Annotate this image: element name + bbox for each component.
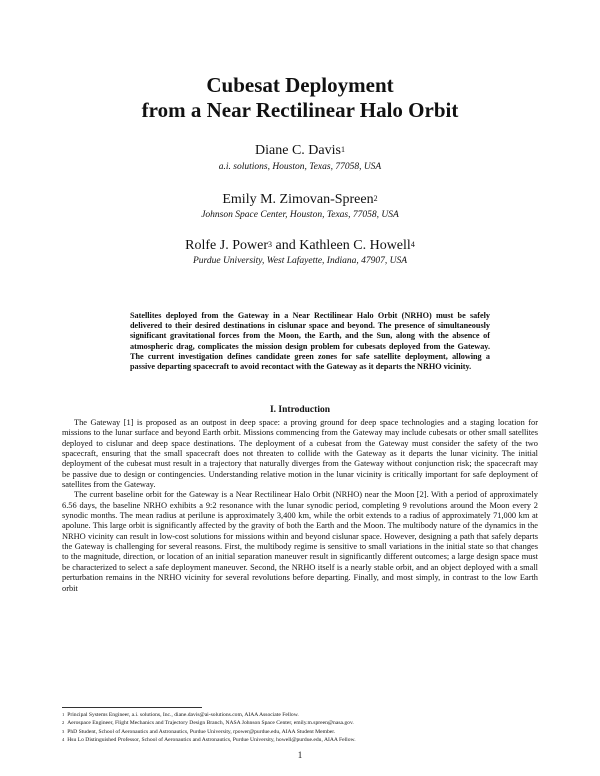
footnote-1: [62, 711, 538, 719]
footnote-4-text: Hsu Lo Distinguished Professor, School of Aeronautics and Astronautics, Purdue University, howell@purdue.edu, AIAA Fellow.: [67, 736, 356, 743]
author-3-4-affiliation: Purdue University, West Lafayette, Indiana, 47907, USA: [192, 256, 408, 266]
body-paragraph-2: The current baseline orbit for the Gateway is a Near Rectilinear Halo Orbit (NRHO) near the Moon [2]. With a period of approximately 6.56 days, the baseline NRHO exhibits a 9:2 resonance with the lunar synodic period, completing 9 revolutions around the Moon every 2 synodic months. The mean radius at perilune is approximately 3,400 km, while the orbit extends to a radius of approximately 71,000 km at apolune. This large orbit is significantly affected by the gravity of both the Earth and the Moon. The multibody nature of the dynamics in the NRHO vicinity can result in low-cost solutions for missions within and beyond cislunar space. However, designing a path that safely departs the Gateway is challenging for several reasons. First, the multibody regime is sensitive to small variations in the initial state so that changes to the magnitude, direction, or location of an initial separation maneuver result in significantly different outcomes; a large design space must be characterized to select a safe deployment maneuver. Second, the NRHO itself is a nearly stable orbit, and an object deployed with a small perturbation remains in the NRHO vicinity for several revolutions before departing. Finally, and most simply, in contrast to the low Earth orbit: [62, 490, 538, 593]
author-3-4: [0, 238, 600, 254]
author-3-name: Rolfe J. Power: [185, 238, 268, 253]
author-4-footnote-mark: 4: [410, 240, 415, 249]
author-1-affiliation: a.i. solutions, Houston, Texas, 77058, USA: [218, 162, 382, 172]
paper-title-line-1: Cubesat Deployment: [206, 73, 394, 97]
author-1-name: Diane C. Davis: [255, 143, 341, 158]
author-2-affiliation: Johnson Space Center, Houston, Texas, 77058, USA: [201, 210, 399, 220]
author-2-footnote-mark: 2: [373, 194, 378, 203]
footnote-4: [62, 736, 538, 744]
abstract: Satellites deployed from the Gateway in a Near Rectilinear Halo Orbit (NRHO) must be safely delivered to their desired destinations in cislunar space and beyond. The presence of simultaneously significant gravitational forces from the Moon, the Earth, and the Sun, along with the absence of atmospheric drag, complicates the mission design problem for cubesats deployed from the Gateway. The current investigation defines candidate green zones for safe satellite deployment, allowing a passive departing spacecraft to avoid recontact with the Gateway as it departs the NRHO vicinity.: [130, 311, 490, 372]
footnote-divider: [62, 707, 202, 708]
footnote-3-text: PhD Student, School of Aeronautics and Astronautics, Purdue University, rpower@purdue.edu, AIAA Student Member.: [67, 728, 336, 735]
section-heading-introduction: I. Introduction: [269, 405, 330, 415]
footnote-1-mark: 1: [62, 712, 65, 717]
footnote-2-text: Aerospace Engineer, Flight Mechanics and Trajectory Design Branch, NASA Johnson Space Center, emily.m.spreen@nasa.gov.: [67, 720, 354, 727]
footnotes: [62, 711, 538, 744]
introduction-body: [62, 418, 538, 594]
author-2-name: Emily M. Zimovan-Spreen: [222, 192, 374, 207]
footnote-2-mark: 2: [62, 720, 65, 726]
footnote-4-mark: 4: [62, 736, 65, 742]
author-3-footnote-mark: 3: [268, 240, 272, 249]
author-conjunction: and: [272, 238, 300, 253]
footnote-2: [62, 719, 538, 727]
paper-title-line-2: from a Near Rectilinear Halo Orbit: [141, 98, 459, 122]
author-1-footnote-mark: 1: [340, 145, 345, 154]
author-4-name: Kathleen C. Howell: [299, 238, 411, 253]
page-number: 1: [297, 750, 303, 760]
author-1: [0, 143, 600, 159]
author-2: [0, 192, 600, 208]
footnote-3-mark: 3: [62, 728, 65, 734]
footnote-1-text: Principal Systems Engineer, a.i. solutions, Inc., diane.davis@ai-solutions.com, AIAA Associate Fellow.: [67, 712, 299, 718]
body-paragraph-1: The Gateway [1] is proposed as an outpost in deep space: a proving ground for deep space technologies and a staging location for missions to the lunar surface and beyond Earth orbit. Missions commencing from the Gateway may include cubesats or other small satellites deployed to cislunar and deep space destinations. The deployment of a cubesat from the Gateway must consider the safety of the two spacecraft, ensuring that the small spacecraft does not threaten to collide with the Gateway as it departs the lunar vicinity. The initial deployment of the cubesat must result in a trajectory that naturally diverges from the Gateway without conjunction risk; the spacecraft may be passive due to design or contingencies. Understanding relative motion in the lunar vicinity is critically important for safe deployment of satellites from the Gateway.: [62, 418, 538, 490]
footnote-3: [62, 728, 538, 736]
